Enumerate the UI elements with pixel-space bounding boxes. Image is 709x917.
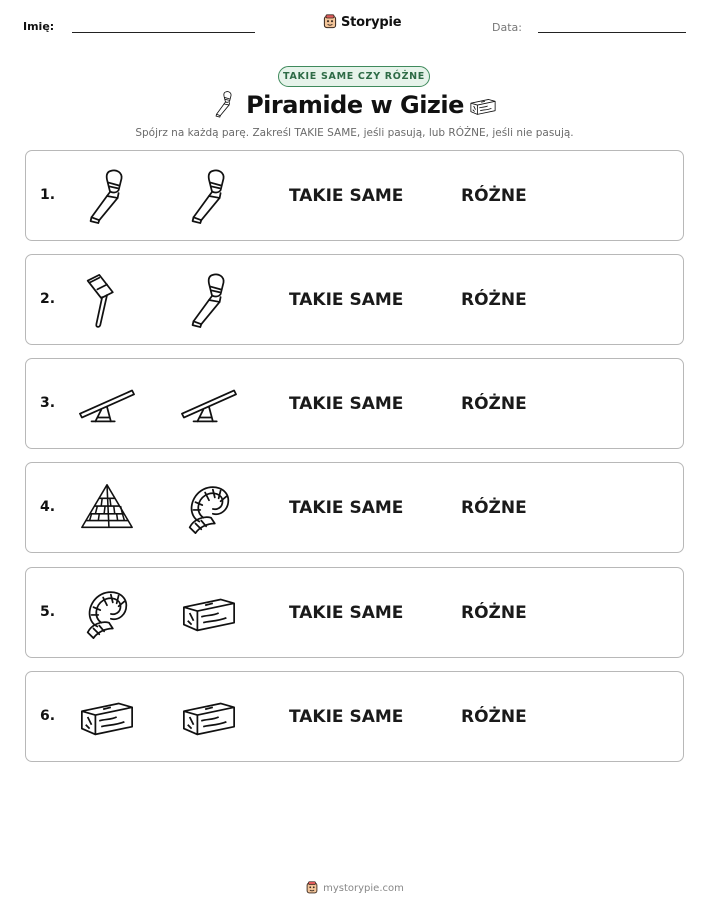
brand-name: Storypie bbox=[341, 14, 402, 30]
page-title: Piramide w Gizie bbox=[246, 91, 464, 119]
pair-row bbox=[25, 671, 684, 762]
option-different[interactable]: RÓŻNE bbox=[461, 186, 527, 206]
stone-block-icon bbox=[467, 92, 499, 120]
rope-icon bbox=[78, 584, 136, 642]
chisel-icon bbox=[78, 167, 136, 225]
option-same[interactable]: TAKIE SAME bbox=[289, 290, 404, 310]
storypie-logo-icon bbox=[305, 881, 319, 895]
row-number: 5. bbox=[40, 604, 56, 620]
option-different[interactable]: RÓŻNE bbox=[461, 603, 527, 623]
name-line[interactable] bbox=[72, 32, 255, 33]
pair-row bbox=[25, 254, 684, 345]
option-different[interactable]: RÓŻNE bbox=[461, 394, 527, 414]
row-number: 2. bbox=[40, 291, 56, 307]
chisel-icon bbox=[180, 167, 238, 225]
option-different[interactable]: RÓŻNE bbox=[461, 707, 527, 727]
hammer-icon bbox=[78, 271, 136, 329]
date-label: Data: bbox=[492, 21, 522, 34]
row-number: 6. bbox=[40, 708, 56, 724]
option-same[interactable]: TAKIE SAME bbox=[289, 707, 404, 727]
stone-block-icon bbox=[78, 688, 136, 746]
footer bbox=[0, 881, 709, 895]
row-number: 4. bbox=[40, 499, 56, 515]
pair-row bbox=[25, 462, 684, 553]
storypie-logo-icon bbox=[322, 14, 338, 30]
instructions: Spójrz na każdą parę. Zakreśl TAKIE SAME, jeśli pasują, lub RÓŻNE, jeśli nie pasują. bbox=[135, 127, 574, 139]
option-same[interactable]: TAKIE SAME bbox=[289, 603, 404, 623]
brand-logo bbox=[322, 14, 401, 30]
pair-row bbox=[25, 567, 684, 658]
chisel-icon bbox=[180, 271, 238, 329]
option-same[interactable]: TAKIE SAME bbox=[289, 186, 404, 206]
name-label: Imię: bbox=[23, 20, 55, 33]
pair-row bbox=[25, 358, 684, 449]
row-number: 3. bbox=[40, 395, 56, 411]
lever-icon bbox=[78, 375, 136, 433]
worksheet-type-badge: TAKIE SAME CZY RÓŻNE bbox=[278, 66, 430, 87]
row-number: 1. bbox=[40, 187, 56, 203]
option-different[interactable]: RÓŻNE bbox=[461, 498, 527, 518]
rope-icon bbox=[180, 479, 238, 537]
pyramid-icon bbox=[78, 479, 136, 537]
option-same[interactable]: TAKIE SAME bbox=[289, 498, 404, 518]
date-line[interactable] bbox=[538, 32, 686, 33]
stone-block-icon bbox=[180, 688, 238, 746]
lever-icon bbox=[180, 375, 238, 433]
pair-row bbox=[25, 150, 684, 241]
option-different[interactable]: RÓŻNE bbox=[461, 290, 527, 310]
footer-url: mystorypie.com bbox=[323, 882, 404, 894]
option-same[interactable]: TAKIE SAME bbox=[289, 394, 404, 414]
stone-block-icon bbox=[180, 584, 238, 642]
